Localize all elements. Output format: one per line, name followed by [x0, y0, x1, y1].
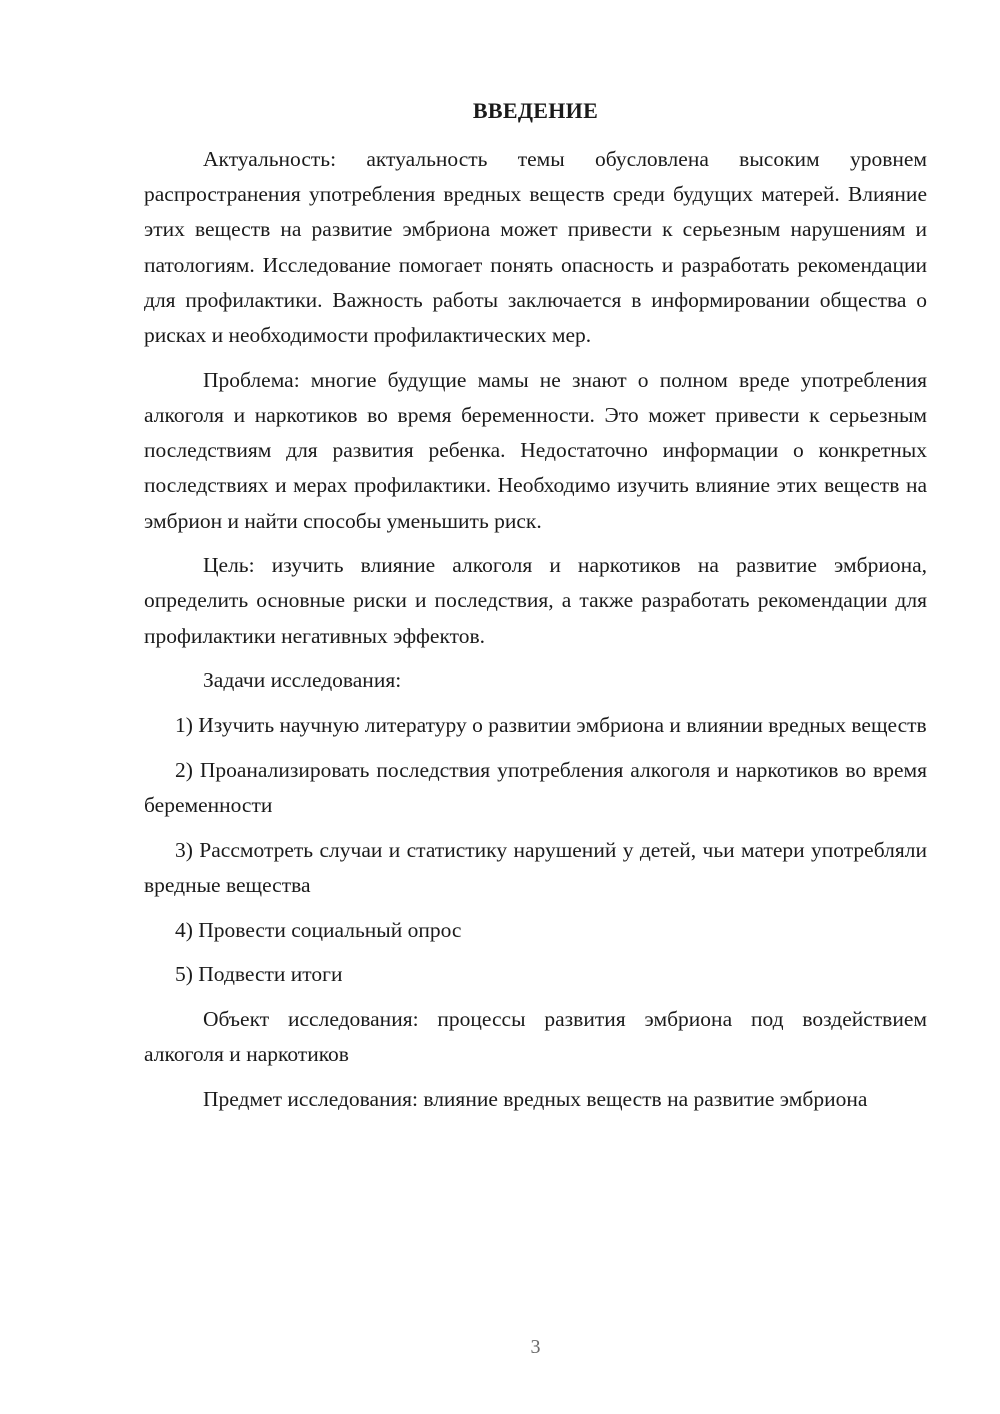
paragraph-problem: Проблема: многие будущие мамы не знают о полном вреде употребления алкоголя и наркотиков во время беременности. Это может привести к серьезным последствиям для развития ребенка. Недостаточно информации о конкретных последствиях и мерах профилактики. Необходимо изучить влияние этих веществ на эмбрион и найти способы уменьшить риск.: [144, 367, 927, 533]
page-title: ВВЕДЕНИЕ: [472, 98, 599, 123]
task-item: 2) Проанализировать последствия употребления алкоголя и наркотиков во время беременности: [144, 757, 927, 817]
paragraph-relevance: Актуальность: актуальность темы обусловлена высоким уровнем распространения употребления вредных веществ среди будущих матерей. Влияние этих веществ на развитие эмбриона может привести к серьезным нарушениям и патологиям. Исследование помогает понять опасность и разработать рекомендации для профилактики. Важность работы заключается в информировании общества о рисках и необходимости профилактических мер.: [144, 147, 927, 348]
task-item: 4) Провести социальный опрос: [175, 917, 462, 942]
paragraph-subject: Предмет исследования: влияние вредных веществ на развитие эмбриона: [203, 1086, 868, 1111]
task-item: 5) Подвести итоги: [175, 962, 343, 987]
task-item: 1) Изучить научную литературу о развитии эмбриона и влиянии вредных веществ: [175, 713, 927, 738]
paragraph-tasks-heading: Задачи исследования:: [203, 668, 402, 693]
document-body: [144, 142, 927, 1127]
paragraph-goal: Цель: изучить влияние алкоголя и наркотиков на развитие эмбриона, определить основные риски и последствия, а также разработать рекомендации для профилактики негативных эффектов.: [144, 553, 927, 648]
page-number: 3: [530, 1336, 541, 1358]
task-item: 3) Рассмотреть случаи и статистику нарушений у детей, чьи матери употребляли вредные вещества: [144, 837, 927, 897]
paragraph-object: Объект исследования: процессы развития эмбриона под воздействием алкоголя и наркотиков: [144, 1006, 927, 1067]
document-page: [144, 0, 927, 1414]
